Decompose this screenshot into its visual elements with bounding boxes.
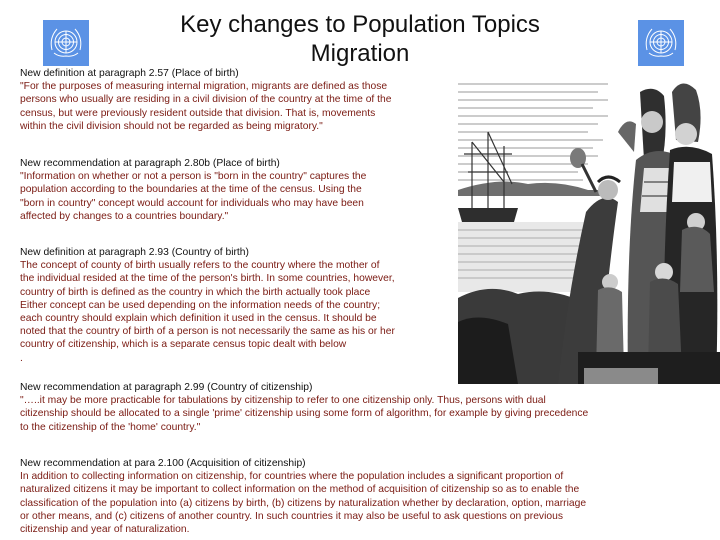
section-body: In addition to collecting information on citizenship, for countries where the population includes a significant proportion of naturalized citizens it may be important to collect information on the method of acquisition of citizenship so as to enable the classification of the population into (a) citizens by birth, (b) citizens by naturalization whether by declaration, option, marriage or other means, and (c) citizens of another country. In such countries it may also be useful to ask questions on previous citizenship and year of naturalization. <box>20 471 587 536</box>
section-body: "…..it may be more practicable for tabulations by citizenship to refer to one citizenship only. Thus, persons with dual citizenship should be allocated to a single 'prime' citizenship using some form of algorithm, for example by giving precedence to the citizenship of the 'home' country." <box>20 395 589 433</box>
section-place-of-birth-definition <box>20 67 460 133</box>
page-title <box>150 10 570 68</box>
section-place-of-birth-recommendation <box>20 157 460 223</box>
title-line-1: Key changes to Population Topics <box>180 11 540 38</box>
section-acquisition-of-citizenship <box>20 457 710 536</box>
un-emblem-icon <box>43 20 89 66</box>
section-body: "Information on whether or not a person is "born in the country" captures the population according to the boundaries at the time of the census. Using the "born in country" concept would account for individuals who may have been affected by changes to a countries boundary." <box>20 171 367 222</box>
section-heading: New recommendation at paragraph 2.80b (Place of birth) <box>20 158 280 169</box>
title-line-2: Migration <box>310 40 410 67</box>
section-country-of-citizenship <box>20 381 710 434</box>
un-emblem-icon <box>638 20 684 66</box>
section-country-of-birth-definition <box>20 246 465 365</box>
section-heading: New definition at paragraph 2.57 (Place of birth) <box>20 68 239 79</box>
section-body: "For the purposes of measuring internal migration, migrants are defined as those persons who usually are residing in a civil division of the country at the time of the census, but were previously resident outside that division. That is, movements within the civil division should not be regarded as being migratory." <box>20 81 392 132</box>
section-heading: New recommendation at paragraph 2.99 (Country of citizenship) <box>20 382 313 393</box>
emigrants-illustration <box>458 72 720 384</box>
section-heading: New recommendation at para 2.100 (Acquisition of citizenship) <box>20 458 306 469</box>
section-heading: New definition at paragraph 2.93 (Country of birth) <box>20 247 249 258</box>
section-body: The concept of county of birth usually refers to the country where the mother of the individual resided at the time of the person's birth. In some countries, however, country of birth is defined as the country in which the birth actually took place Either concept can be used depending on the information needs of the country; each country should explain which definition it used in the census. It should be noted that the country of birth of a person is not necessarily the same as his or her country of citizenship, which is a separate census topic dealt with below . <box>20 260 395 364</box>
